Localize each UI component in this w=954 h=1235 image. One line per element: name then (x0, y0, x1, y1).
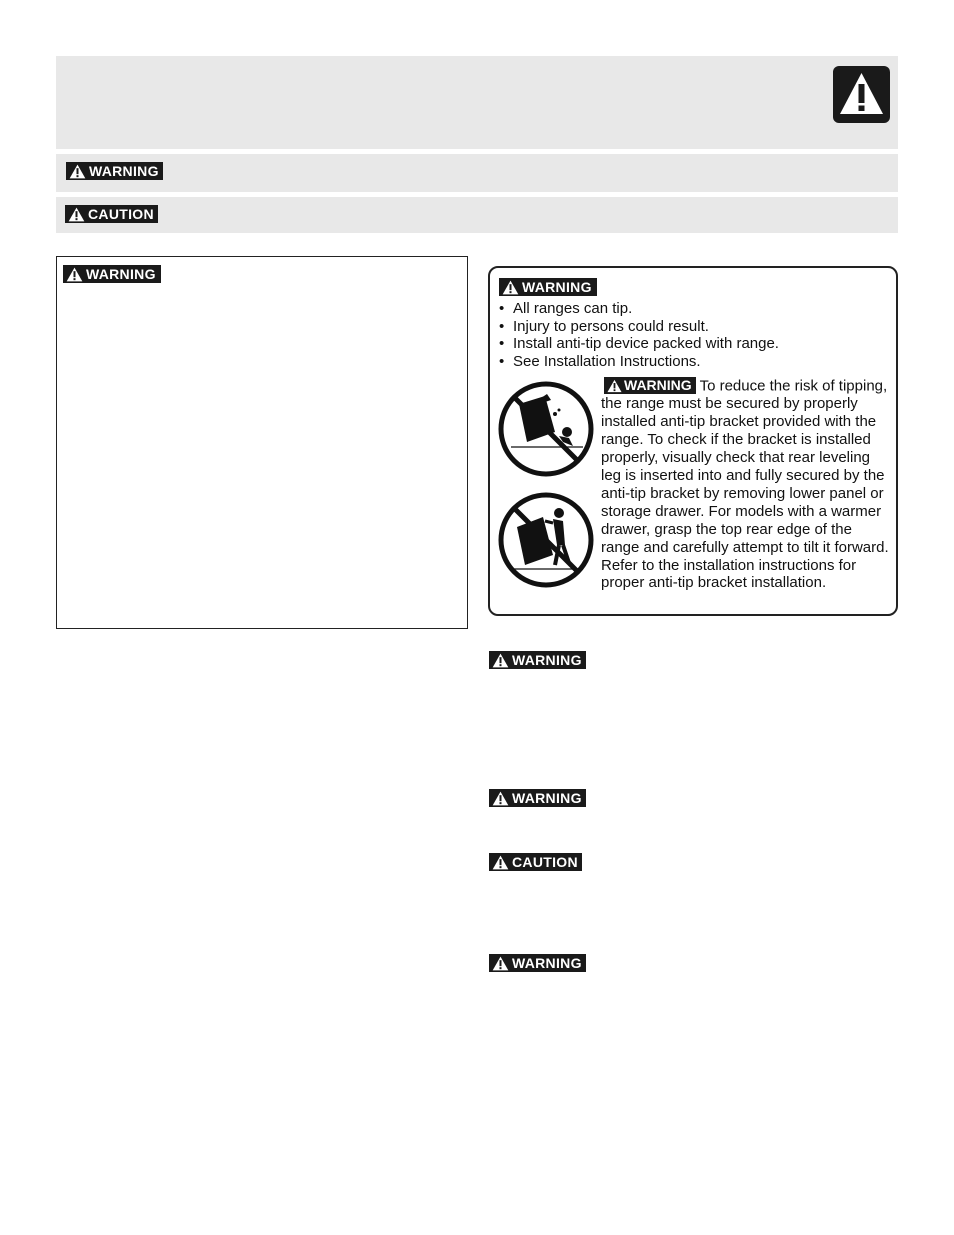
warning-triangle-icon (68, 207, 85, 222)
caution-legend-band (56, 197, 898, 233)
list-item: • See Installation Instructions. (498, 353, 779, 371)
warning-badge: WARNING (63, 265, 161, 283)
warning-triangle-icon (492, 956, 509, 971)
anti-tip-paragraph: WARNING To reduce the risk of tipping, the range must be secured by properly installed anti-tip bracket provided with the range. To check if the bracket is installed properly, visually check that rear leveling leg is inserted into and fully secured by the anti-tip bracket by removing lower panel or storage drawer. For models with a warmer drawer, grasp the top rear edge of the range and carefully attempt to tilt it forward. Refer to the installation instructions for proper anti-tip bracket installation. (601, 376, 889, 592)
list-item: • All ranges can tip. (498, 300, 779, 318)
warning-badge: WARNING (489, 789, 586, 807)
warning-badge: WARNING (489, 954, 586, 972)
warning-triangle-icon (502, 280, 519, 295)
warning-badge: WARNING (489, 651, 586, 669)
warning-legend-band (56, 154, 898, 192)
warning-badge: WARNING (66, 162, 163, 180)
child-climbing-prohibited-icon (497, 491, 595, 589)
warning-badge: WARNING (499, 278, 597, 296)
warning-triangle-icon (833, 66, 890, 123)
caution-badge: CAUTION (489, 853, 582, 871)
warning-triangle-icon (492, 653, 509, 668)
list-item: • Injury to persons could result. (498, 318, 779, 336)
header-band (56, 56, 898, 149)
left-warning-box (56, 256, 468, 629)
range-tipping-prohibited-icon (497, 380, 595, 478)
anti-tip-bullet-list (498, 300, 779, 370)
warning-triangle-icon (69, 164, 86, 179)
caution-badge: CAUTION (65, 205, 158, 223)
warning-triangle-icon (607, 379, 622, 393)
list-item: • Install anti-tip device packed with range. (498, 335, 779, 353)
warning-triangle-icon (492, 791, 509, 806)
warning-triangle-icon (492, 855, 509, 870)
warning-triangle-icon (66, 267, 83, 282)
warning-badge: WARNING (604, 377, 696, 394)
